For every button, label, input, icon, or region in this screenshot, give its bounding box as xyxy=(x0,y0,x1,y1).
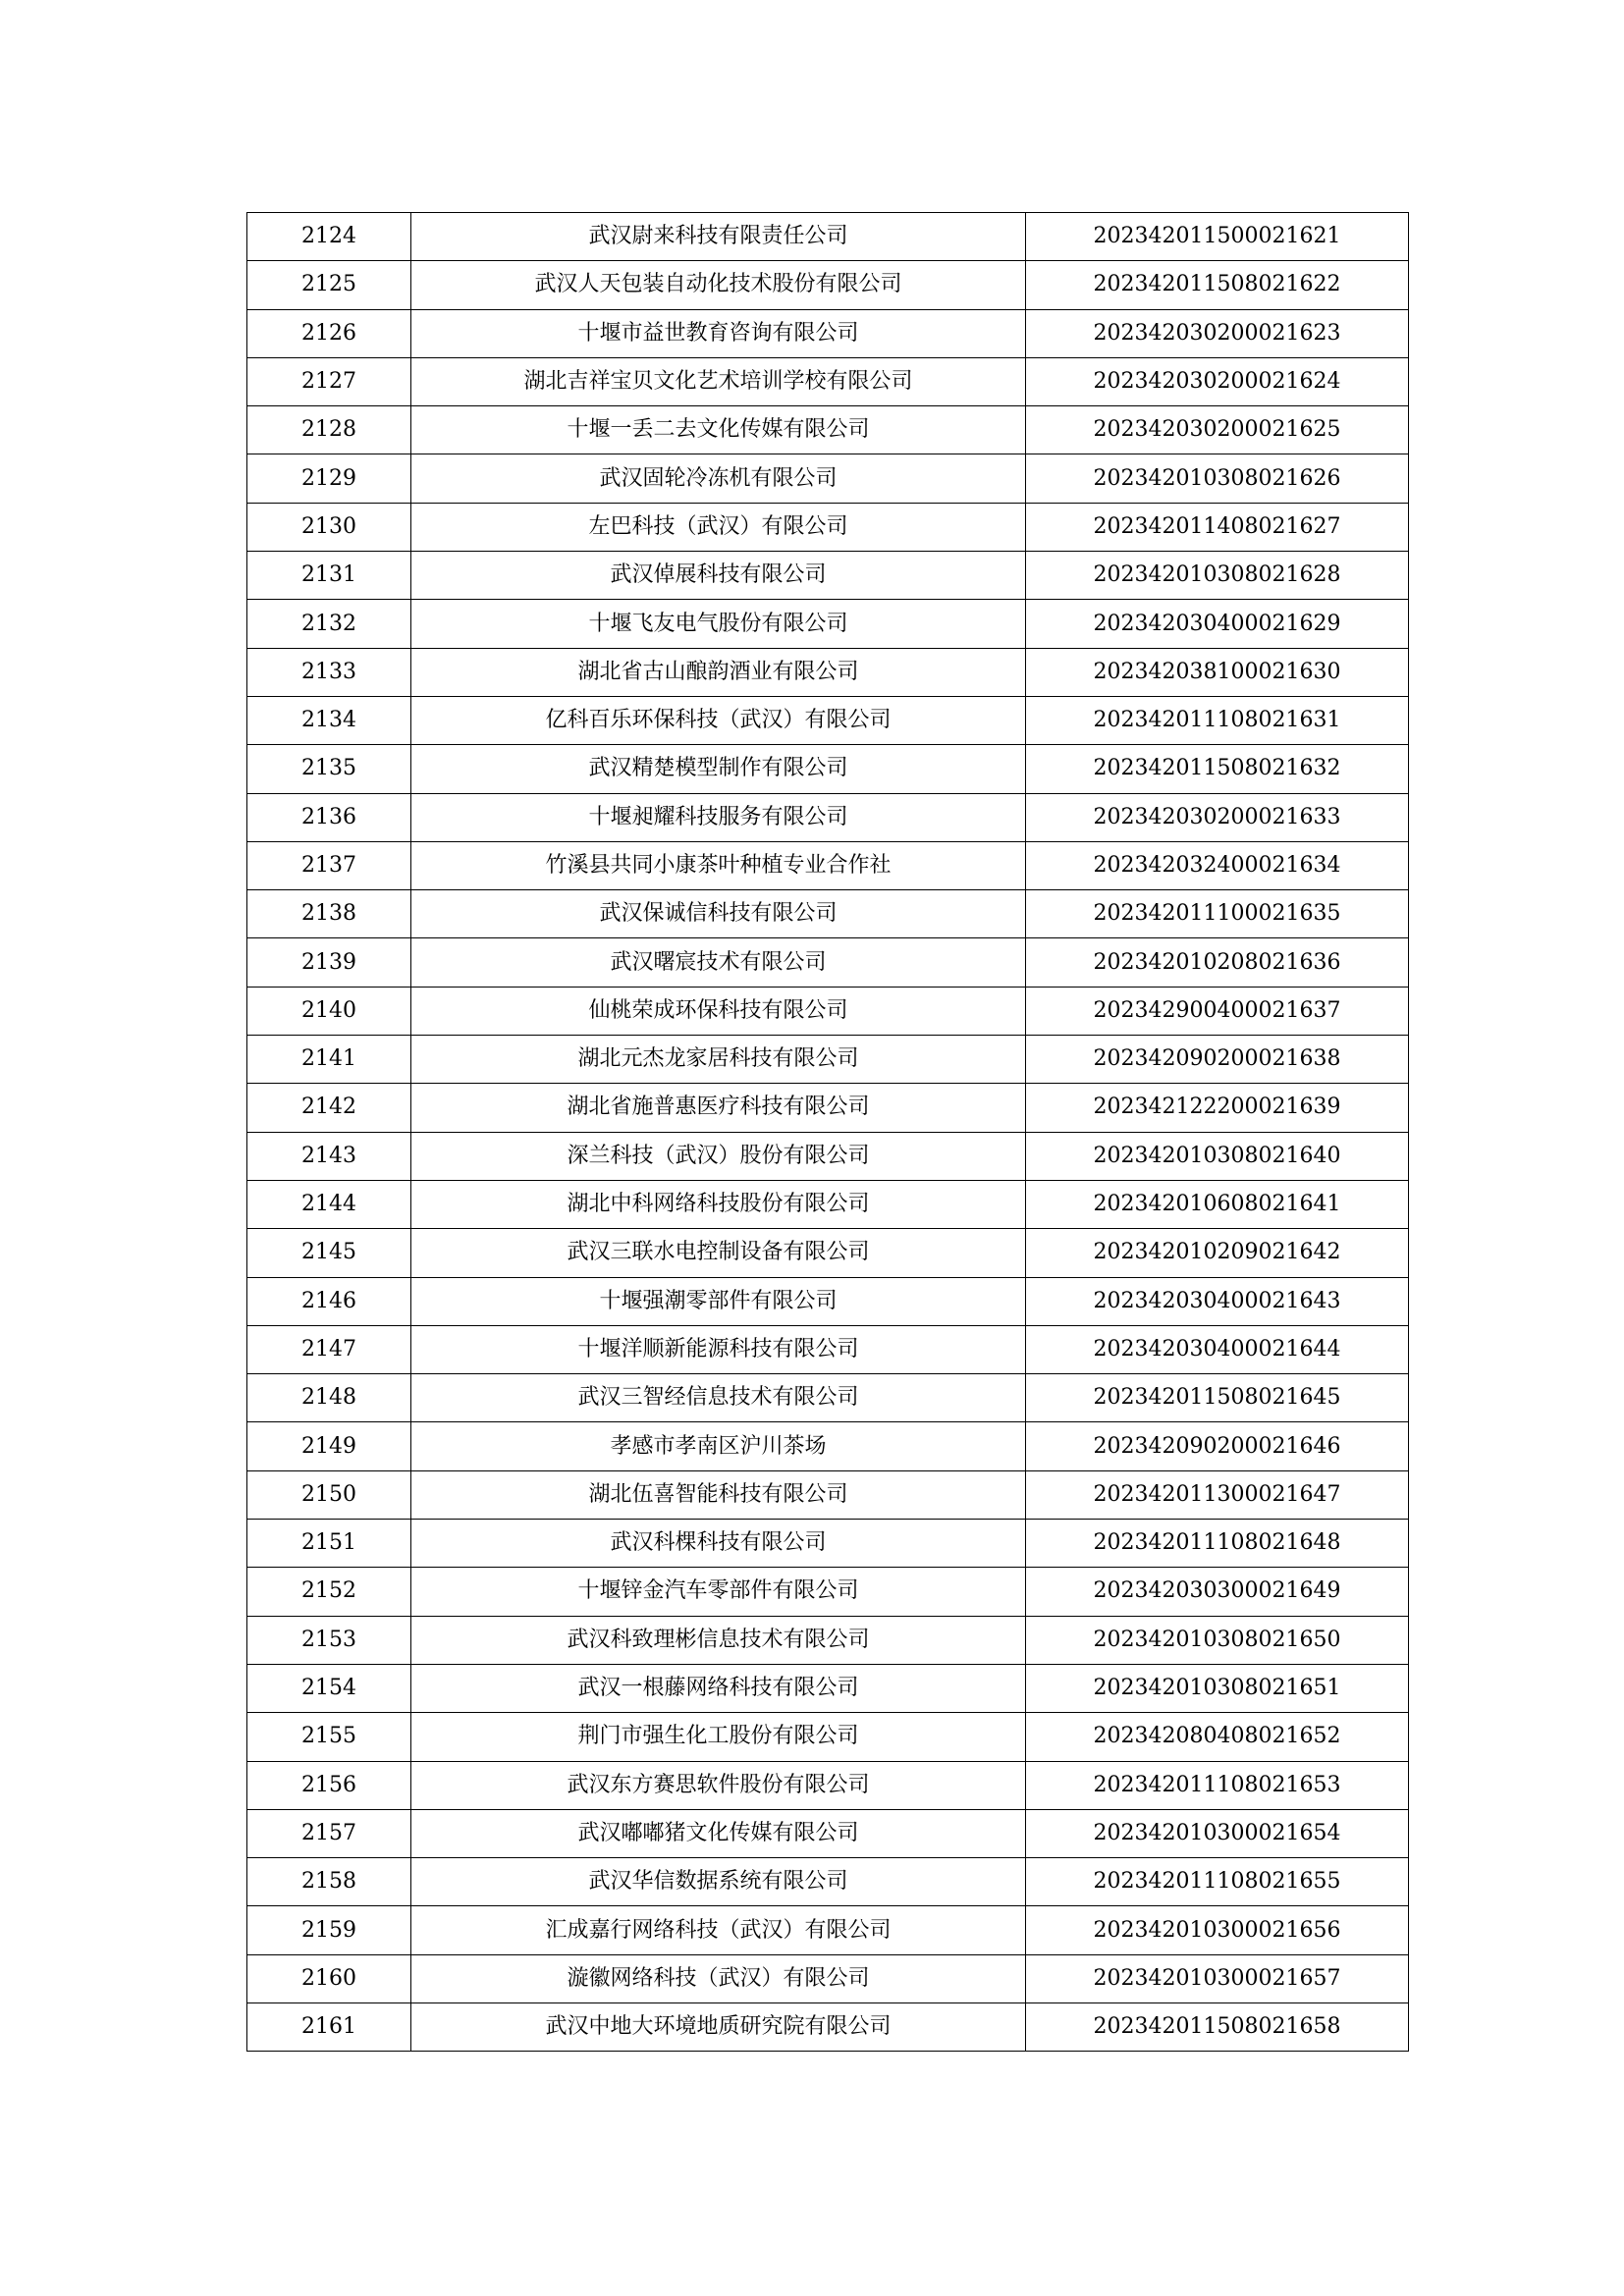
registration-code-cell: 202342030400021644 xyxy=(1026,1325,1409,1373)
company-name-cell: 湖北伍喜智能科技有限公司 xyxy=(411,1470,1026,1519)
serial-number-cell: 2150 xyxy=(247,1470,411,1519)
table-row xyxy=(247,1858,1409,1906)
table-row xyxy=(247,987,1409,1035)
registration-code-cell: 202342011108021653 xyxy=(1026,1761,1409,1809)
registration-code-cell: 202342010208021636 xyxy=(1026,938,1409,987)
registration-code-cell: 202342090200021646 xyxy=(1026,1422,1409,1470)
company-name-cell: 亿科百乐环保科技（武汉）有限公司 xyxy=(411,696,1026,744)
serial-number-cell: 2159 xyxy=(247,1906,411,1954)
company-name-cell: 武汉华信数据系统有限公司 xyxy=(411,1858,1026,1906)
serial-number-cell: 2124 xyxy=(247,213,411,261)
serial-number-cell: 2131 xyxy=(247,552,411,600)
company-name-cell: 武汉中地大环境地质研究院有限公司 xyxy=(411,2002,1026,2051)
company-name-cell: 武汉一根藤网络科技有限公司 xyxy=(411,1664,1026,1712)
table-row xyxy=(247,1180,1409,1228)
registration-code-cell: 202342030200021623 xyxy=(1026,309,1409,357)
registration-code-cell: 202342080408021652 xyxy=(1026,1713,1409,1761)
table-row xyxy=(247,309,1409,357)
registration-code-cell: 202342030400021643 xyxy=(1026,1277,1409,1325)
serial-number-cell: 2144 xyxy=(247,1180,411,1228)
registration-code-cell: 202342010300021657 xyxy=(1026,1954,1409,2002)
company-name-cell: 荆门市强生化工股份有限公司 xyxy=(411,1713,1026,1761)
table-row xyxy=(247,745,1409,793)
table-row xyxy=(247,1422,1409,1470)
serial-number-cell: 2149 xyxy=(247,1422,411,1470)
serial-number-cell: 2129 xyxy=(247,454,411,503)
serial-number-cell: 2148 xyxy=(247,1374,411,1422)
table-row xyxy=(247,552,1409,600)
company-name-cell: 湖北中科网络科技股份有限公司 xyxy=(411,1180,1026,1228)
registration-code-cell: 202342010209021642 xyxy=(1026,1229,1409,1277)
company-name-cell: 武汉嘟嘟猪文化传媒有限公司 xyxy=(411,1809,1026,1857)
serial-number-cell: 2126 xyxy=(247,309,411,357)
table-row xyxy=(247,938,1409,987)
table-row xyxy=(247,1325,1409,1373)
enterprise-list-table xyxy=(246,212,1409,2052)
registration-code-cell: 202342030300021649 xyxy=(1026,1568,1409,1616)
company-name-cell: 十堰昶耀科技服务有限公司 xyxy=(411,793,1026,841)
table-row xyxy=(247,213,1409,261)
registration-code-cell: 202342030200021633 xyxy=(1026,793,1409,841)
table-row xyxy=(247,1229,1409,1277)
registration-code-cell: 202342010308021651 xyxy=(1026,1664,1409,1712)
serial-number-cell: 2158 xyxy=(247,1858,411,1906)
registration-code-cell: 202342011300021647 xyxy=(1026,1470,1409,1519)
company-name-cell: 汇成嘉行网络科技（武汉）有限公司 xyxy=(411,1906,1026,1954)
serial-number-cell: 2143 xyxy=(247,1132,411,1180)
company-name-cell: 左巴科技（武汉）有限公司 xyxy=(411,503,1026,551)
company-name-cell: 武汉精楚模型制作有限公司 xyxy=(411,745,1026,793)
company-name-cell: 武汉东方赛思软件股份有限公司 xyxy=(411,1761,1026,1809)
company-name-cell: 武汉科棵科技有限公司 xyxy=(411,1520,1026,1568)
table-row xyxy=(247,1954,1409,2002)
company-name-cell: 武汉倬展科技有限公司 xyxy=(411,552,1026,600)
table-row xyxy=(247,890,1409,938)
table-row xyxy=(247,1906,1409,1954)
table-row xyxy=(247,1470,1409,1519)
company-name-cell: 十堰一丢二去文化传媒有限公司 xyxy=(411,406,1026,454)
table-row xyxy=(247,793,1409,841)
serial-number-cell: 2125 xyxy=(247,261,411,309)
serial-number-cell: 2128 xyxy=(247,406,411,454)
serial-number-cell: 2138 xyxy=(247,890,411,938)
table-row xyxy=(247,1616,1409,1664)
table-row xyxy=(247,454,1409,503)
table-row xyxy=(247,1761,1409,1809)
registration-code-cell: 202342900400021637 xyxy=(1026,987,1409,1035)
company-name-cell: 武汉曙宸技术有限公司 xyxy=(411,938,1026,987)
registration-code-cell: 202342011108021648 xyxy=(1026,1520,1409,1568)
registration-code-cell: 202342010308021650 xyxy=(1026,1616,1409,1664)
serial-number-cell: 2146 xyxy=(247,1277,411,1325)
serial-number-cell: 2145 xyxy=(247,1229,411,1277)
table-row xyxy=(247,648,1409,696)
table-row xyxy=(247,1809,1409,1857)
table-body xyxy=(247,213,1409,2052)
company-name-cell: 漩徽网络科技（武汉）有限公司 xyxy=(411,1954,1026,2002)
table-row xyxy=(247,841,1409,889)
serial-number-cell: 2132 xyxy=(247,600,411,648)
table-row xyxy=(247,1084,1409,1132)
registration-code-cell: 202342010608021641 xyxy=(1026,1180,1409,1228)
serial-number-cell: 2130 xyxy=(247,503,411,551)
table-row xyxy=(247,261,1409,309)
company-name-cell: 十堰锌金汽车零部件有限公司 xyxy=(411,1568,1026,1616)
serial-number-cell: 2142 xyxy=(247,1084,411,1132)
table-row xyxy=(247,357,1409,405)
company-name-cell: 武汉三联水电控制设备有限公司 xyxy=(411,1229,1026,1277)
table-row xyxy=(247,696,1409,744)
table-row xyxy=(247,1277,1409,1325)
registration-code-cell: 202342010300021656 xyxy=(1026,1906,1409,1954)
serial-number-cell: 2157 xyxy=(247,1809,411,1857)
serial-number-cell: 2141 xyxy=(247,1036,411,1084)
company-name-cell: 湖北吉祥宝贝文化艺术培训学校有限公司 xyxy=(411,357,1026,405)
serial-number-cell: 2156 xyxy=(247,1761,411,1809)
company-name-cell: 湖北元杰龙家居科技有限公司 xyxy=(411,1036,1026,1084)
company-name-cell: 湖北省施普惠医疗科技有限公司 xyxy=(411,1084,1026,1132)
registration-code-cell: 202342011508021632 xyxy=(1026,745,1409,793)
table-row xyxy=(247,1713,1409,1761)
company-name-cell: 竹溪县共同小康茶叶种植专业合作社 xyxy=(411,841,1026,889)
company-name-cell: 武汉人天包装自动化技术股份有限公司 xyxy=(411,261,1026,309)
company-name-cell: 武汉固轮冷冻机有限公司 xyxy=(411,454,1026,503)
registration-code-cell: 202342010308021640 xyxy=(1026,1132,1409,1180)
table-row xyxy=(247,1664,1409,1712)
table-row xyxy=(247,600,1409,648)
serial-number-cell: 2160 xyxy=(247,1954,411,2002)
serial-number-cell: 2154 xyxy=(247,1664,411,1712)
company-name-cell: 孝感市孝南区沪川茶场 xyxy=(411,1422,1026,1470)
table-row xyxy=(247,1520,1409,1568)
company-name-cell: 武汉保诚信科技有限公司 xyxy=(411,890,1026,938)
registration-code-cell: 202342011408021627 xyxy=(1026,503,1409,551)
company-name-cell: 武汉尉来科技有限责任公司 xyxy=(411,213,1026,261)
company-name-cell: 十堰强潮零部件有限公司 xyxy=(411,1277,1026,1325)
table-row xyxy=(247,1374,1409,1422)
registration-code-cell: 202342038100021630 xyxy=(1026,648,1409,696)
serial-number-cell: 2153 xyxy=(247,1616,411,1664)
serial-number-cell: 2152 xyxy=(247,1568,411,1616)
registration-code-cell: 202342011108021655 xyxy=(1026,1858,1409,1906)
registration-code-cell: 202342030200021624 xyxy=(1026,357,1409,405)
registration-code-cell: 202342030400021629 xyxy=(1026,600,1409,648)
company-name-cell: 十堰洋顺新能源科技有限公司 xyxy=(411,1325,1026,1373)
table-row xyxy=(247,1132,1409,1180)
serial-number-cell: 2135 xyxy=(247,745,411,793)
company-name-cell: 武汉三智经信息技术有限公司 xyxy=(411,1374,1026,1422)
registration-code-cell: 202342010308021628 xyxy=(1026,552,1409,600)
table-row xyxy=(247,2002,1409,2051)
table-row xyxy=(247,406,1409,454)
table-row xyxy=(247,503,1409,551)
company-name-cell: 武汉科致理彬信息技术有限公司 xyxy=(411,1616,1026,1664)
serial-number-cell: 2134 xyxy=(247,696,411,744)
registration-code-cell: 202342010300021654 xyxy=(1026,1809,1409,1857)
registration-code-cell: 202342011508021622 xyxy=(1026,261,1409,309)
serial-number-cell: 2139 xyxy=(247,938,411,987)
serial-number-cell: 2127 xyxy=(247,357,411,405)
serial-number-cell: 2136 xyxy=(247,793,411,841)
registration-code-cell: 202342011508021658 xyxy=(1026,2002,1409,2051)
registration-code-cell: 202342030200021625 xyxy=(1026,406,1409,454)
company-name-cell: 十堰市益世教育咨询有限公司 xyxy=(411,309,1026,357)
serial-number-cell: 2133 xyxy=(247,648,411,696)
company-name-cell: 深兰科技（武汉）股份有限公司 xyxy=(411,1132,1026,1180)
serial-number-cell: 2137 xyxy=(247,841,411,889)
serial-number-cell: 2147 xyxy=(247,1325,411,1373)
table-row xyxy=(247,1568,1409,1616)
serial-number-cell: 2155 xyxy=(247,1713,411,1761)
registration-code-cell: 202342090200021638 xyxy=(1026,1036,1409,1084)
company-name-cell: 湖北省古山酿韵酒业有限公司 xyxy=(411,648,1026,696)
table-row xyxy=(247,1036,1409,1084)
registration-code-cell: 202342011500021621 xyxy=(1026,213,1409,261)
registration-code-cell: 202342011508021645 xyxy=(1026,1374,1409,1422)
registration-code-cell: 202342011100021635 xyxy=(1026,890,1409,938)
registration-code-cell: 202342032400021634 xyxy=(1026,841,1409,889)
serial-number-cell: 2151 xyxy=(247,1520,411,1568)
serial-number-cell: 2161 xyxy=(247,2002,411,2051)
serial-number-cell: 2140 xyxy=(247,987,411,1035)
registration-code-cell: 202342011108021631 xyxy=(1026,696,1409,744)
registration-code-cell: 202342122200021639 xyxy=(1026,1084,1409,1132)
registration-code-cell: 202342010308021626 xyxy=(1026,454,1409,503)
company-name-cell: 仙桃荣成环保科技有限公司 xyxy=(411,987,1026,1035)
company-name-cell: 十堰飞友电气股份有限公司 xyxy=(411,600,1026,648)
